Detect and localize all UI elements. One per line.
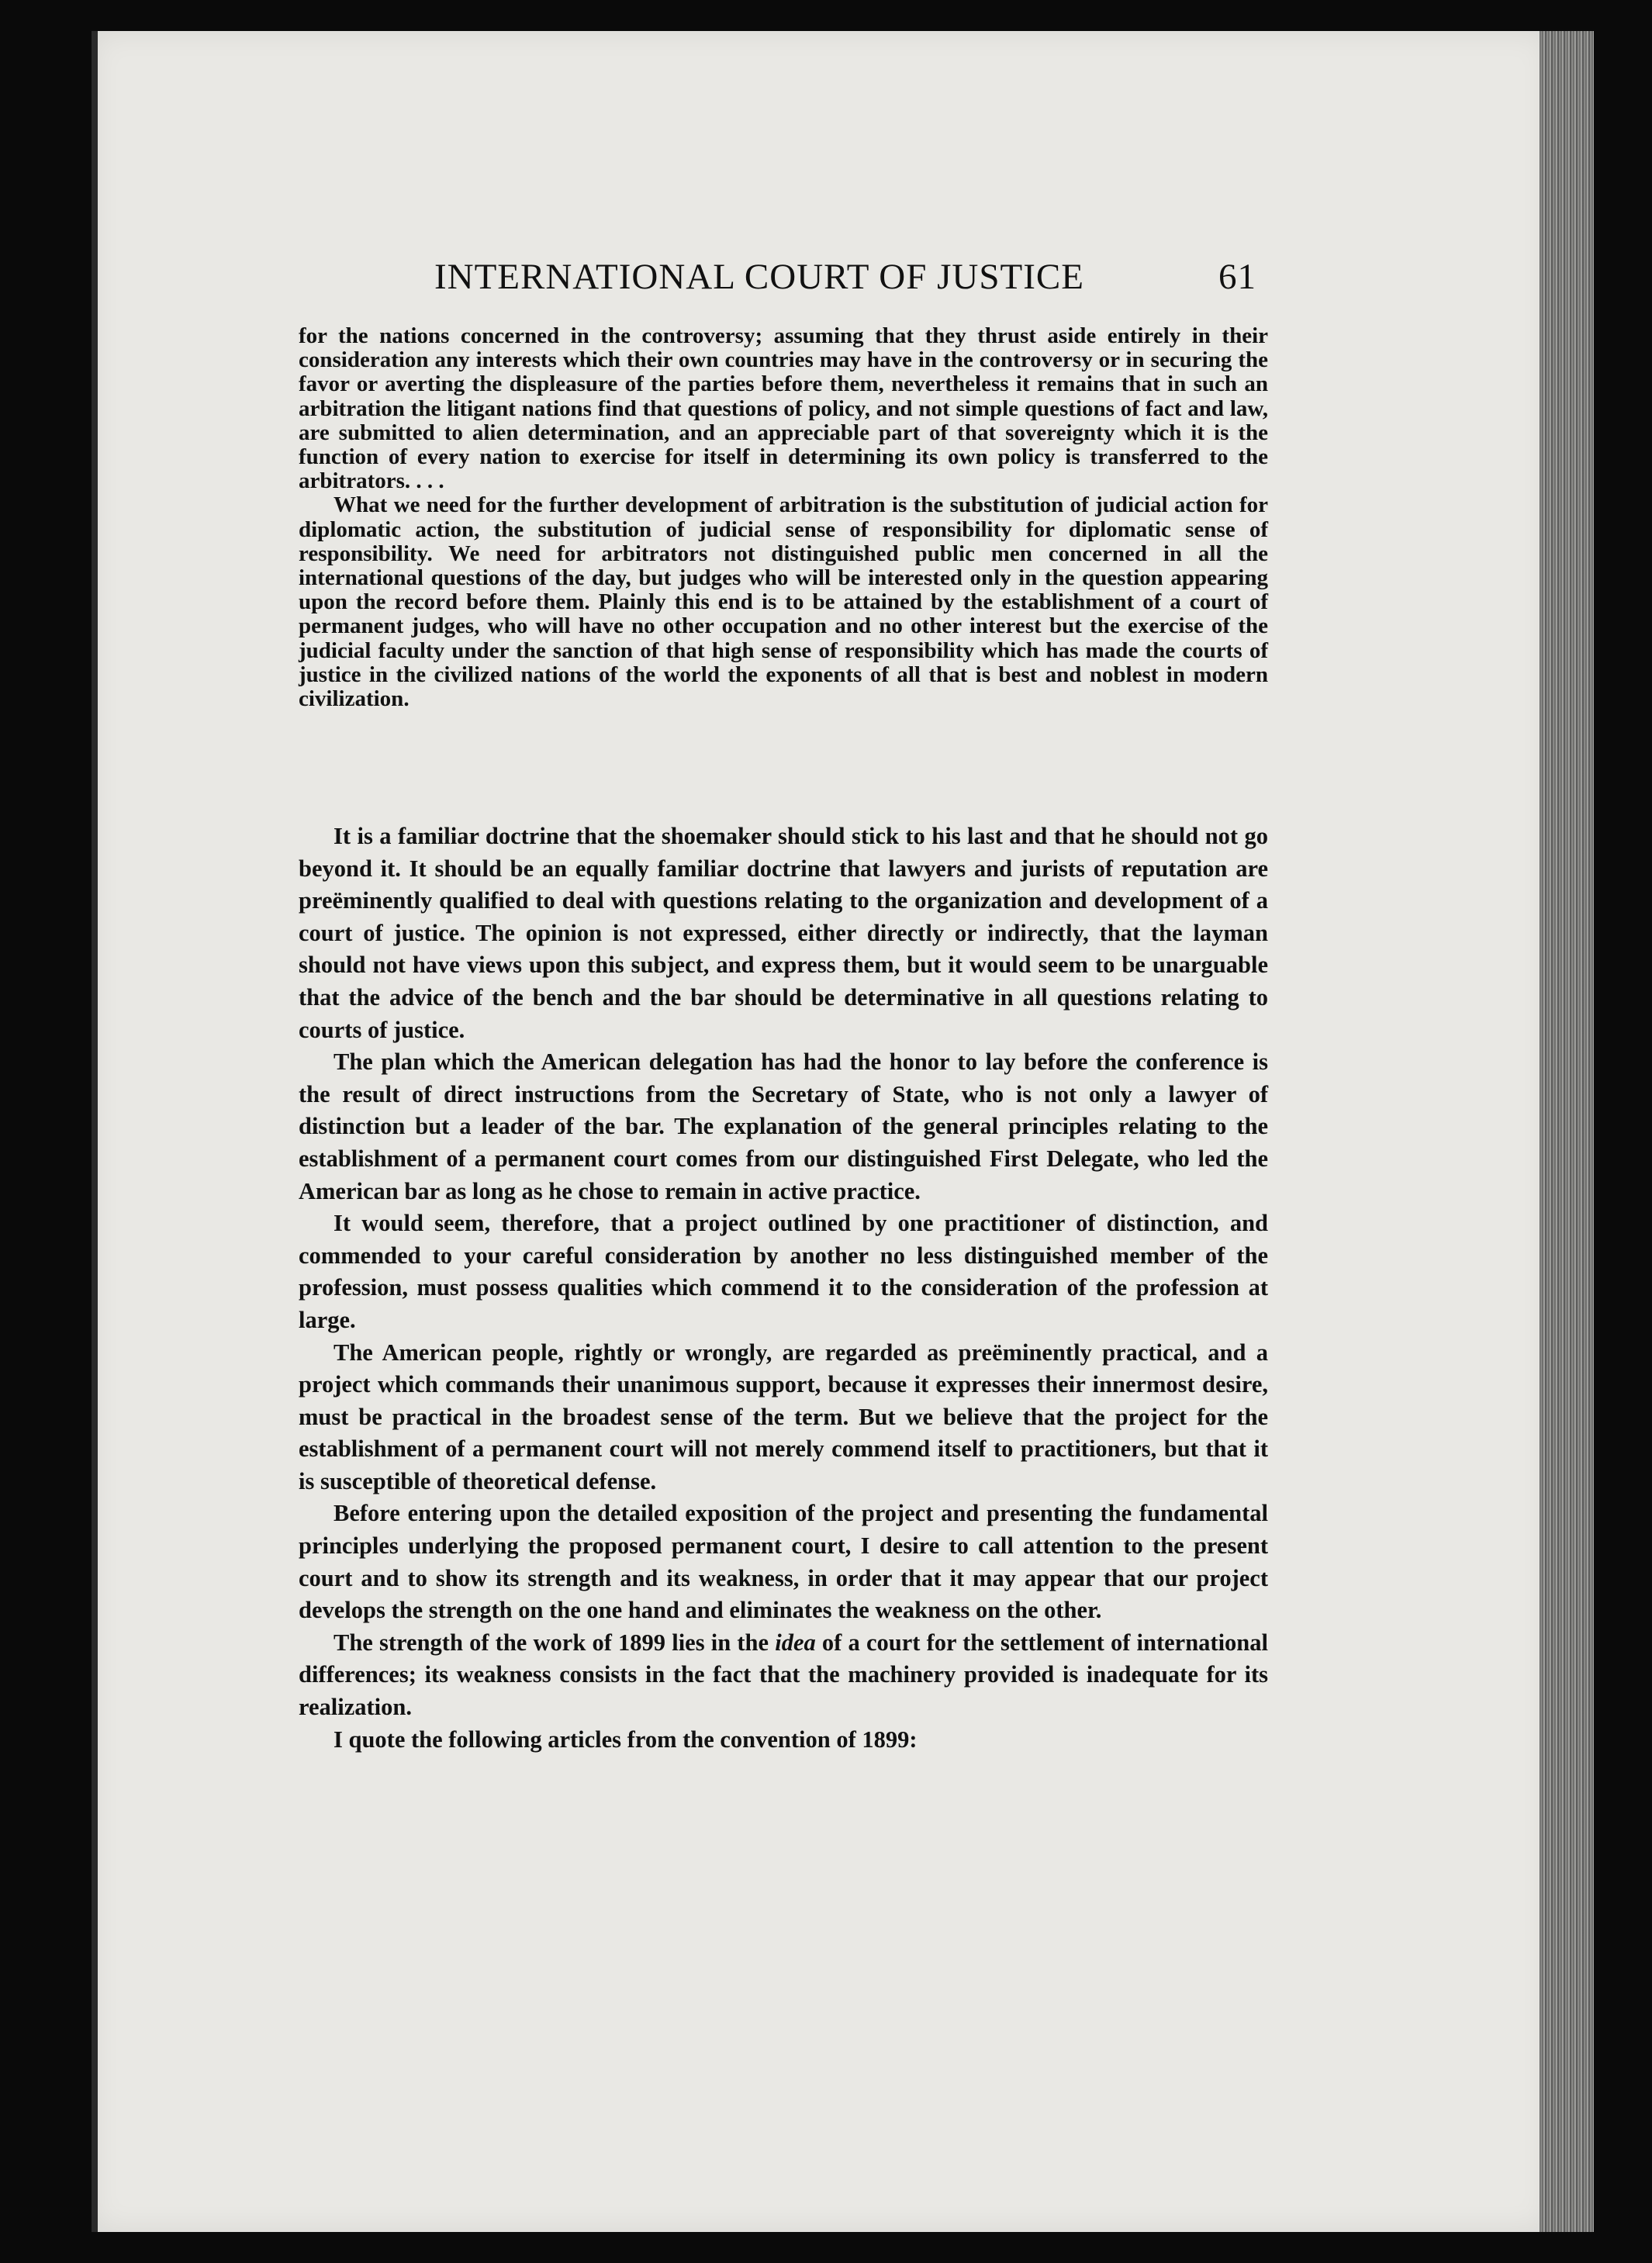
body-paragraph: Before entering upon the detailed exposition of the project and presenting the fundamental principles underlying the proposed permanent court, I desire to call attention to the present court and to show its strength and its weakness, in order that it may appear that our project develops the strength on the one hand and eliminates the weakness on the other.	[299, 1500, 1268, 1624]
closing-paragraph: I quote the following articles from the convention of 1899:	[334, 1726, 918, 1753]
body-paragraph: It would seem, therefore, that a project outlined by one practitioner of distinction, and commended to your careful consideration by another no less distinguished member of the profession, must possess qualities which commend it to the consideration of the profession at large.	[299, 1210, 1268, 1333]
running-title: INTERNATIONAL COURT OF JUSTICE	[434, 257, 1084, 297]
strength-text-before: The strength of the work of 1899 lies in the	[334, 1629, 776, 1656]
quoted-passage	[299, 324, 1268, 711]
book-page-edges	[1540, 31, 1594, 2232]
body-paragraph: The American people, rightly or wrongly, are regarded as preëminently practical, and a project which commands their unanimous support, because it expresses their innermost desire, must be practical in the broadest sense of the term. But we believe that the project for the establishment of a permanent court will not merely commend itself to practitioners, but that it is susceptible of theoretical defense.	[299, 1339, 1268, 1494]
page-number: 61	[1218, 257, 1256, 297]
strength-paragraph	[299, 1627, 1268, 1724]
idea-emphasis: idea	[775, 1629, 816, 1656]
quote-paragraph: What we need for the further development of arbitration is the substitution of judicial action for diplomatic action, the substitution of judicial sense of responsibility for diplomatic sense of responsibility. We need for arbitrators not distinguished public men concerned in all the international questions of the day, but judges who will be interested only in the question appearing upon the record before them. Plainly this end is to be attained by the establishment of a court of permanent judges, who will have no other occupation and no other interest but the exercise of the judicial faculty under the sanction of that high sense of responsibility which has made the courts of justice in the civilized nations of the world the exponents of all that is best and noblest in modern civilization.	[299, 492, 1268, 712]
body-paragraph: The plan which the American delegation has had the honor to lay before the conference is the result of direct instructions from the Secretary of State, who is not only a lawyer of distinction but a leader of the bar. The explanation of the general principles relating to the establishment of a permanent court comes from our distinguished First Delegate, who led the American bar as long as he chose to remain in active practice.	[299, 1049, 1268, 1204]
strength-text-after: of a court for the settlement of international differences; its weakness consists in the fact that the machinery provided is inadequate for its realization.	[299, 1629, 1268, 1721]
main-text	[299, 821, 1268, 1756]
body-paragraph: It is a familiar doctrine that the shoemaker should stick to his last and that he should not go beyond it. It should be an equally familiar doctrine that lawyers and jurists of reputation are preëminently qualified to deal with questions relating to the organization and development of a court of justice. The opinion is not expressed, either directly or indirectly, that the layman should not have views upon this subject, and express them, but it would seem to be unarguable that the advice of the bench and the bar should be determinative in all questions relating to courts of justice.	[299, 823, 1268, 1043]
page-left-edge	[92, 31, 98, 2232]
running-header	[434, 256, 1256, 298]
quote-paragraph: for the nations concerned in the controversy; assuming that they thrust aside entirely in their consideration any interests which their own countries may have in the controversy or in securing the favor or averting the displeasure of the parties before them, nevertheless it remains that in such an arbitration the litigant nations find that questions of policy, and not simple questions of fact and law, are submitted to alien determination, and an appreciable part of that sovereignty which it is the function of every nation to exercise for itself in determining its own policy is transferred to the arbitrators. . . .	[299, 323, 1268, 494]
